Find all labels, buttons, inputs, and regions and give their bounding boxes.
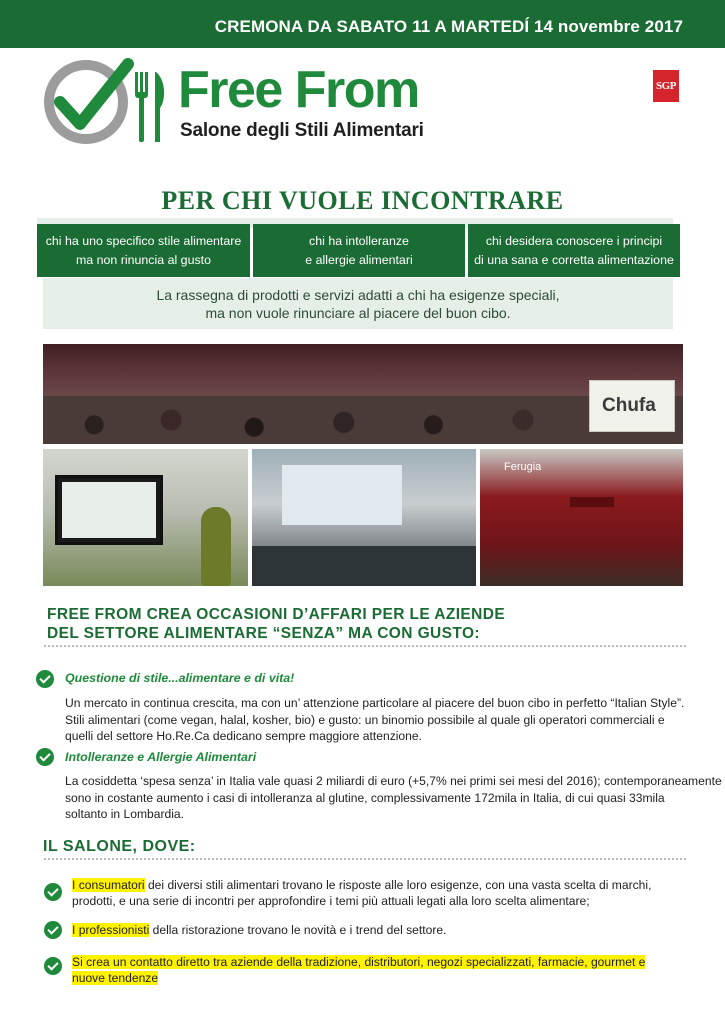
paragraph-line: Un mercato in continua crescita, ma con un’ attenzione particolare al piacere del buon cibo in perfetto “Italian Style”.	[65, 696, 685, 710]
subsection-paragraph	[65, 695, 685, 745]
opportunities-heading	[47, 605, 607, 643]
knife-icon	[155, 72, 164, 142]
seated-audience	[252, 546, 476, 586]
audience-line: di una sana e corretta alimentazione	[474, 253, 674, 267]
publisher-badge: SGP	[653, 70, 679, 102]
exhibitor-stand-photo	[480, 449, 683, 586]
bullet-text: prodotti, e una serie di incontri per approfondire i temi più attuali legati alla loro scelta alimentare;	[72, 894, 590, 908]
bullet-direct-contact	[72, 954, 682, 986]
audience-heading: PER CHI VUOLE INCONTRARE	[161, 186, 564, 215]
fork-icon	[135, 72, 148, 142]
subsection-title: Questione di stile...alimentare e di vita!	[65, 671, 295, 685]
bullet-consumers	[72, 877, 682, 909]
exhibitor-sign	[589, 380, 675, 432]
bullet-line	[72, 922, 682, 938]
audience-box-intolerances	[253, 224, 465, 277]
bullet-text: dei diversi stili alimentari trovano le risposte alle loro esigenze, con una vasta scelta di marchi,	[144, 878, 652, 892]
presenter-figure	[201, 507, 231, 586]
check-circle-icon	[44, 883, 62, 901]
audience-description	[43, 278, 673, 329]
event-date-location: CREMONA DA SABATO 11 A MARTEDÍ 14 novembre 2017	[214, 17, 683, 36]
dotted-divider	[43, 645, 688, 647]
audience-box-lifestyle	[37, 224, 250, 277]
heading-line: DEL SETTORE ALIMENTARE “SENZA” MA CON GUSTO:	[47, 625, 480, 642]
brand-subtitle: Salone degli Stili Alimentari	[180, 120, 424, 141]
top-banner	[0, 0, 725, 48]
audience-box-healthy-eating	[468, 224, 680, 277]
subsection-title: Intolleranze e Allergie Alimentari	[65, 750, 257, 764]
stand-banner	[570, 497, 614, 507]
subsection-paragraph	[65, 773, 722, 823]
stand-sign-text: Ferugia	[504, 461, 542, 473]
monitor-screen	[55, 475, 163, 545]
crowd-silhouettes	[43, 396, 683, 444]
highlighted-text: I consumatori	[72, 878, 145, 892]
projection-screen	[282, 465, 402, 525]
dotted-divider	[43, 858, 688, 860]
exhibitor-sign-text: Chufa	[602, 395, 656, 416]
bullet-professionals	[72, 922, 682, 938]
bullet-line	[72, 877, 682, 893]
paragraph-line: sono in costante aumento i casi di intolleranza al glutine, complessivamente 172mila in Italia, di cui quasi 33mila	[65, 790, 665, 805]
paragraph-line: Stili alimentari (come vegan, halal, kosher, bio) e gusto: un binomio possibile al quale gli operatori commerciali e	[65, 712, 665, 727]
paragraph-line: soltanto in Lombardia.	[65, 807, 184, 821]
audience-line: chi ha uno specifico stile alimentare	[45, 234, 242, 248]
check-circle-icon	[44, 957, 62, 975]
audience-line: chi desidera conoscere i principi	[485, 234, 663, 248]
check-circle-icon	[36, 748, 54, 766]
bullet-line	[72, 954, 682, 970]
audience-line: e allergie alimentari	[305, 253, 413, 267]
audience-line: chi ha intolleranze	[309, 234, 409, 248]
salone-heading: IL SALONE, DOVE:	[43, 838, 196, 855]
highlighted-text: Si crea un contatto diretto tra aziende della tradizione, distributori, negozi specializzati, farmacie, gourmet e	[72, 955, 646, 969]
check-circle-icon	[36, 670, 54, 688]
check-circle-icon	[44, 921, 62, 939]
presentation-photo	[43, 449, 248, 586]
workshop-audience-photo	[252, 449, 476, 586]
bullet-text: della ristorazione trovano le novità e i trend del settore.	[149, 923, 447, 937]
description-line: ma non vuole rinunciare al piacere del buon cibo.	[205, 305, 511, 321]
bullet-line	[72, 970, 682, 986]
highlighted-text: nuove tendenze	[72, 971, 159, 985]
heading-line: FREE FROM CREA OCCASIONI D’AFFARI PER LE AZIENDE	[47, 606, 506, 623]
paragraph-line: quelli del settore Ho.Re.Ca dedicano sempre maggiore attenzione.	[65, 729, 422, 743]
brand-title: Free From	[178, 61, 419, 119]
paragraph-line: La cosiddetta ‘spesa senza’ in Italia vale quasi 2 miliardi di euro (+5,7% nei primi sei mesi del 2016); contemporaneamente	[65, 774, 722, 788]
description-line: La rassegna di prodotti e servizi adatti a chi ha esigenze speciali,	[156, 287, 560, 303]
exhibition-hall-photo	[43, 344, 683, 444]
highlighted-text: I professionisti	[72, 923, 150, 937]
audience-line: ma non rinuncia al gusto	[75, 253, 211, 267]
